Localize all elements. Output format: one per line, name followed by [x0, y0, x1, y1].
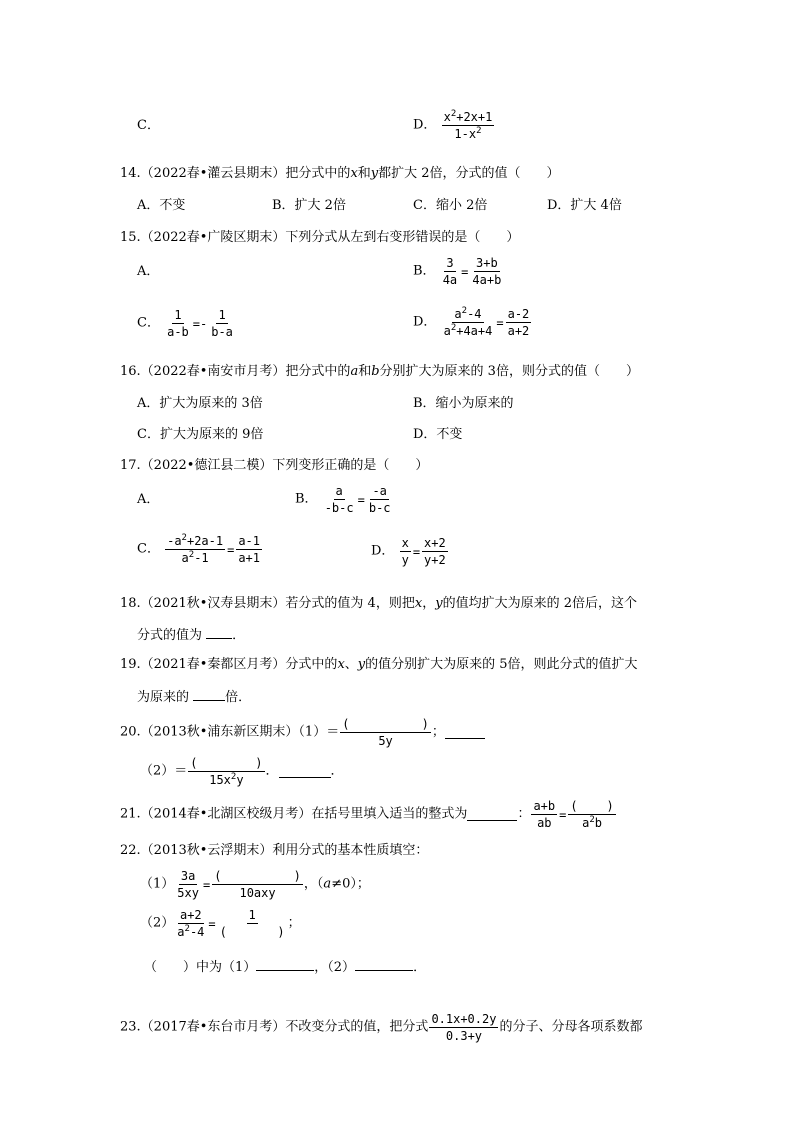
q16-option-a: A．扩大为原来的 3倍	[137, 396, 263, 411]
q17-option-d: D． $\frac{x}{y}$ = $\frac{x+2}{y+2}$	[371, 536, 446, 567]
q20-line2: （2）＝ ( ) $15x^2y$ ． ．	[140, 756, 344, 787]
q15-option-a: A．	[137, 264, 160, 279]
q13-d-fraction: $\frac{x^2+2x+1}{1-x^2}$	[443, 109, 493, 141]
q15-stem: 15.（2022春•广陵区期末）下列分式从左到右变形错误的是（ ）	[120, 230, 520, 245]
q22-line3: （ ）中为（1） ，（2） ．	[144, 960, 427, 975]
q14-option-b: B．扩大 2倍	[272, 198, 346, 213]
q15-option-c: C． $\frac{1}{a-b}$ =- $\frac{1}{b-a}$	[137, 308, 233, 339]
q20-answer-blank-2[interactable]	[279, 765, 331, 778]
q14-option-c: C．缩小 2倍	[413, 198, 488, 213]
q22-stem: 22.（2013秋•云浮期末）利用分式的基本性质填空：	[120, 843, 429, 858]
q17-option-a: A．	[137, 492, 160, 507]
q18-answer-blank[interactable]	[206, 626, 232, 639]
q17-option-b: B． $\frac{a}{-b-c}$ = $\frac{-a}{b-c}$	[295, 484, 391, 515]
q14-option-a: A．不变	[137, 198, 186, 213]
q23-fraction: $\frac{0.1x+0.2y}{0.3+y}$	[431, 1012, 497, 1043]
q21-answer-blank[interactable]	[467, 808, 517, 821]
q18-line2: 分式的值为 ．	[137, 628, 246, 643]
q16-stem: 16.（2022春•南安市月考）把分式中的a和b分别扩大为原来的 3倍，则分式的值（ ）	[120, 364, 639, 379]
q19-line1: 19.（2021春•秦都区月考）分式中的x、y的值分别扩大为原来的 5倍，则此分式的值扩大	[120, 657, 638, 672]
q16-option-d: D．不变	[413, 427, 463, 442]
q22-part-1: （1） $\frac{3a}{5xy}$ = ( ) 10axy ，（a≠0）；	[140, 869, 370, 900]
q20-line1: 20.（2013秋•浦东新区期末）（1）＝ ( ) 5y ；	[120, 717, 485, 748]
q13-option-d: D． $\frac{x^2+2x+1}{1-x^2}$	[413, 109, 493, 141]
q15-option-b: B． $\frac{3}{4a}$ = $\frac{3+b}{4a+b}$	[413, 256, 502, 287]
q14-option-d: D．扩大 4倍	[547, 198, 622, 213]
q23-line: 23.（2017春•东台市月考）不改变分式的值，把分式 $\frac{0.1x+0.2y}{0.3+y}$ 的分子、分母各项系数都	[120, 1012, 643, 1043]
q20-fraction-2: ( ) $15x^2y$	[190, 756, 263, 787]
q13-option-c: C．	[137, 118, 160, 133]
q22-answer-blank-2[interactable]	[355, 958, 413, 971]
q22-part-2: （2） $\frac{a+2}{a^2-4}$ = 1 ( ) ；	[140, 908, 301, 939]
q20-fraction-1: ( ) 5y	[342, 717, 429, 748]
q19-answer-blank[interactable]	[193, 688, 225, 701]
q18-line1: 18.（2021秋•汉寿县期末）若分式的值为 4，则把x，y的值均扩大为原来的 2倍后，这个	[120, 596, 637, 611]
q17-option-c: C． $\frac{-a^2+2a-1}{a^2-1}$ = $\frac{a-1}{a+1}$	[137, 533, 261, 565]
q17-stem: 17.（2022•德江县二模）下列变形正确的是（ ）	[120, 458, 429, 473]
q21-line: 21.（2014春•北湖区校级月考）在括号里填入适当的整式为 ： $\frac{a+b}{ab}$ = ( ) $a^2b$	[120, 799, 614, 830]
q16-option-c: C．扩大为原来的 9倍	[137, 427, 264, 442]
q15-option-d: D． $\frac{a^2-4}{a^2+4a+4}$ = $\frac{a-2}{a+2}$	[413, 306, 530, 338]
q14-stem: 14.（2022春•灌云县期末）把分式中的x和y都扩大 2倍，分式的值（ ）	[120, 166, 560, 181]
q22-answer-blank-1[interactable]	[256, 958, 314, 971]
q16-option-b: B．缩小为原来的	[413, 396, 514, 411]
q20-answer-blank-1[interactable]	[445, 726, 485, 739]
q19-line2: 为原来的 倍．	[137, 690, 252, 705]
